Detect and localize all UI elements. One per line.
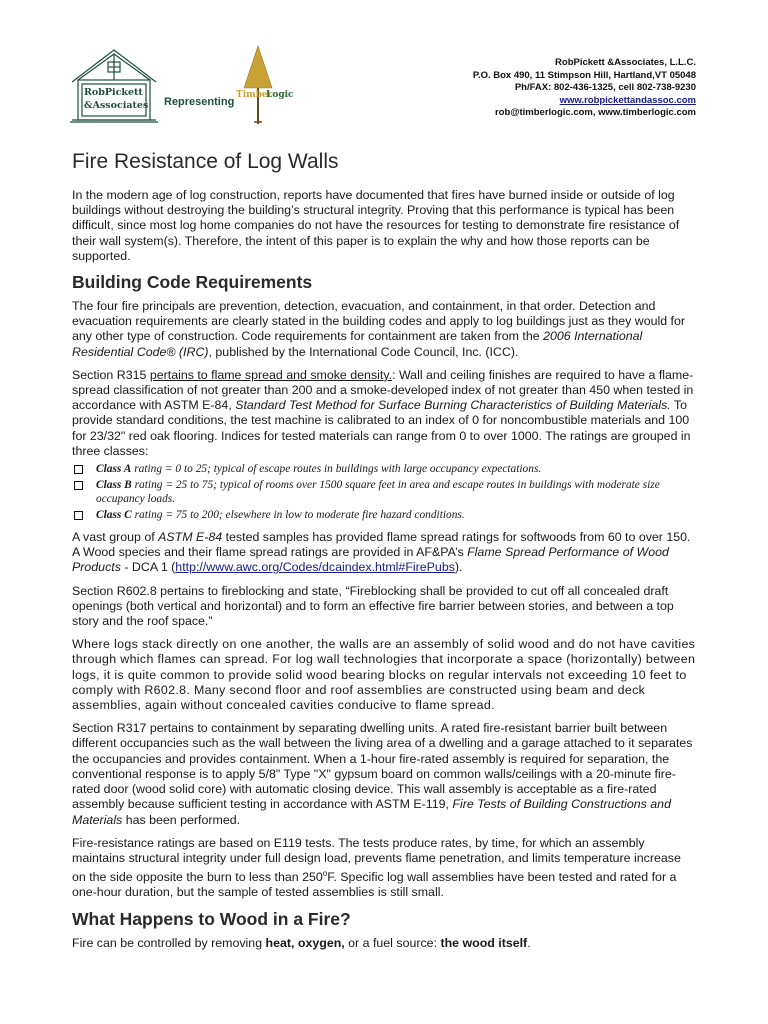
text-span: To provide standard conditions, the test machine is calibrated to an index of 0 for noncombustible materials and 100 for 23/32" red oak flooring. Indices for tested materials can range from 0 to over 1000. The ratings are grouped in three classes: <box>72 398 691 458</box>
checkbox-bullet-icon <box>74 481 83 490</box>
degree-superscript: o <box>322 869 328 879</box>
brand-timber: Timber <box>236 90 273 100</box>
text-span: Fire can be controlled by removing <box>72 935 266 950</box>
checkbox-bullet-icon <box>74 511 83 520</box>
fire-control-paragraph <box>72 936 698 951</box>
company-emails[interactable]: rob@timberlogic.com, www.timberlogic.com <box>494 107 696 118</box>
logo-name-line2: &Associates <box>84 100 149 111</box>
text-span: A vast group of <box>72 530 159 545</box>
checkbox-bullet-icon <box>74 465 83 474</box>
list-item-class-b <box>72 478 698 506</box>
list-item-class-c <box>72 508 698 522</box>
heading-wood-in-fire: What Happens to Wood in a Fire? <box>72 908 351 929</box>
class-name: Class C <box>96 509 132 522</box>
containment-paragraph <box>72 299 698 360</box>
astm-samples-paragraph <box>72 530 698 576</box>
company-contact <box>473 57 696 120</box>
document-title: Fire Resistance of Log Walls <box>72 150 339 173</box>
text-span: Section R317 pertains to containment by separating dwelling units. A rated fire-resistant barrier built between different occupancies such as the wall between the living area of a dwelling and a garage attached to it separates the occupancies and provides containment. When a 1-hour fire-rated assembly is required for separation, the conventional response is to apply 5/8" Type "X" gypsum board on common walls/ceilings with a 20-minute fire-rated door (wood solid core) with automatic closing device. This wall assembly is acceptable as a fire-rated assembly because sufficient testing in accordance with ASTM E-119, <box>72 721 693 812</box>
class-text: rating = 25 to 75; typical of rooms over 1500 square feet in area and escape routes in buildings with moderate size occupancy loads. <box>96 479 660 506</box>
document-body <box>72 150 698 959</box>
representing-label: Representing <box>164 96 235 108</box>
text-span: or a fuel source: <box>344 935 441 950</box>
text-span: The four fire principals are prevention, detection, evacuation, and containment, in that order. Detection and evacuation requirements are clearly stated in the building codes and apply to log buildings just as they would for any other type of construction. Code requirements for containment are taken from the <box>72 299 686 344</box>
company-logo <box>68 44 328 134</box>
class-name: Class A <box>96 463 132 476</box>
class-name: Class B <box>96 479 132 492</box>
text-span: . <box>527 935 531 950</box>
bold-text: the wood itself <box>440 935 528 950</box>
log-stack-paragraph: Where logs stack directly on one another, the walls are an assembly of solid wood and do not have cavities through which flames can spread. For log wall technologies that incorporate a space (horizontally) between logs, it is quite common to provide solid wood bearing blocks on regular intervals not exceeding 10 feet to comply with R602.8. Many second floor and roof assemblies are constructed using beam and deck assemblies, again without concealed cavities conducive to flame spread. <box>72 637 696 713</box>
heading-building-code: Building Code Requirements <box>72 272 313 293</box>
text-span: Fire-resistance ratings are based on E119 tests. The tests produce rates, by time, for which an assembly maintains structural integrity under full design load, prevents flame penetration, and limits temperature increase on the side opposite the burn to less than 250 <box>72 835 681 885</box>
text-span: , published by the International Code Council, Inc. (ICC). <box>208 344 519 359</box>
awc-link[interactable]: http://www.awc.org/Codes/dcaindex.html#FirePubs <box>175 560 455 575</box>
text-span: Section R315 <box>72 367 150 382</box>
brand-logic: Logic <box>266 90 294 100</box>
text-span: ). <box>454 560 463 575</box>
company-address: P.O. Box 490, 11 Stimpson Hill, Hartland,VT 05048 <box>472 69 696 81</box>
text-span: - DCA 1 ( <box>120 560 176 575</box>
r315-underlined: pertains to flame spread and smoke density. <box>149 367 393 382</box>
text-span: : Wall and ceiling finishes are required to have a flame-spread classification of not greater than 200 and a smoke-developed index of not greater than 450 when tested in accordance with ASTM E-84, <box>72 367 694 413</box>
list-item-class-a <box>72 462 698 476</box>
class-text: rating = 0 to 25; typical of escape routes in buildings with large occupancy expectations. <box>131 463 542 476</box>
logo-company-name <box>84 86 148 112</box>
r315-paragraph <box>72 368 698 459</box>
tree-logo-icon <box>238 44 278 124</box>
class-text: rating = 75 to 200; elsewhere in low to moderate fire hazard conditions. <box>131 509 465 522</box>
flame-spread-classes <box>72 462 698 522</box>
text-span: has been performed. <box>122 812 241 827</box>
intro-paragraph: In the modern age of log construction, reports have documented that fires have burned inside or outside of log buildings without destroying the building’s structural integrity. Proving that this performance is typical has been difficult, since most log home companies do not have the resources for testing to demonstrate fire resistance of their wall system(s). Therefore, the intent of this paper is to explain the why and how those reports can be supported. <box>72 188 680 263</box>
astm-e84-title: Standard Test Method for Surface Burning Characteristics of Building Materials. <box>235 398 671 413</box>
r317-paragraph <box>72 721 698 827</box>
text-span: tested samples has provided flame spread ratings for softwoods from 60 to over 150. A Wood species and their flame spread ratings are provided in AF&PA’s <box>72 530 691 560</box>
bold-text: heat, oxygen, <box>265 935 345 950</box>
irc-title: 2006 International Residential Code® (IRC) <box>72 329 643 359</box>
afpa-publication-title: Flame Spread Performance of Wood Products <box>72 545 669 575</box>
company-phone: Ph/FAX: 802-436-1325, cell 802-738-9230 <box>514 82 696 93</box>
company-name: RobPickett &Associates, L.L.C. <box>555 57 696 68</box>
house-logo-icon <box>68 44 163 124</box>
astm-e119-title: Fire Tests of Building Constructions and Materials <box>72 797 671 827</box>
astm-e84-ref: ASTM E-84 <box>158 530 223 545</box>
company-website-link[interactable]: www.robpickettandassoc.com <box>559 94 696 106</box>
r602-paragraph: Section R602.8 pertains to fireblocking and state, “Fireblocking shall be provided to cut off all concealed draft openings (both vertical and horizontal) and to form an effective fire barrier between stories, and between a top story and the roof space.” <box>72 583 674 629</box>
text-span: F. Specific log wall assemblies have been tested and rated for a one-hour duration, but the sample of tested assemblies is still small. <box>72 870 677 900</box>
logo-name-line1: RobPickett <box>84 87 143 98</box>
fire-resistance-paragraph <box>72 836 698 901</box>
